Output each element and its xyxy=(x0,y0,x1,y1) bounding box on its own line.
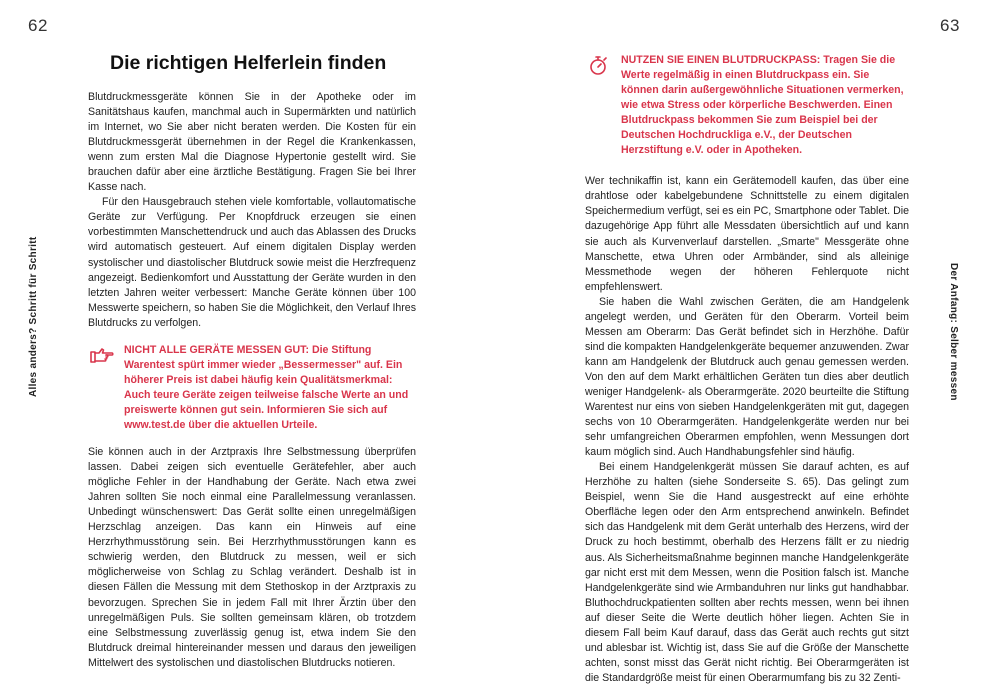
tip-callout xyxy=(88,343,416,433)
body-paragraph: Wer technikaffin ist, kann ein Gerätemodell kaufen, das über eine drahtlose oder kabelgebundene Schnittstelle zu einem digitalen Speichermedium verfügt, sei es ein PC, Smartphone oder Tablet. Die dazugehörige App führt alle Messdaten übersichtlich auf und kann sie auch als Kurvenverlauf darstellen. „Smarte" Messgeräte ohne Manschette, etwa Uhren oder Armbänder, sind als alleinige Messmethode wegen der höheren Fehlerquote nicht empfehlenswert. xyxy=(585,175,909,293)
body-paragraph: Für den Hausgebrauch stehen viele komfortable, vollautomatische Geräte zur Verfügung. Per Knopfdruck erzeugen sie einen vorbestimmten Manschettendruck und auch das Ablassen des Drucks wird automatisch gesteuert. Auf einem digitalen Display werden systolischer und diastolischer Blutdruck sowie meist die Herzfrequenz angezeigt. Bedienkomfort und Ausstattung der Geräte wurden in den letzten Jahren weiter verbessert: Manche Geräte können über 100 Messwerte speichern, so haben Sie die Möglichkeit, den Verlauf Ihres Blutdrucks zu verfolgen. xyxy=(88,196,416,329)
right-page-column xyxy=(585,53,909,686)
running-head-left: Alles anders? Schritt für Schritt xyxy=(28,236,39,397)
running-head-right: Der Anfang: Selber messen xyxy=(948,263,959,401)
body-paragraph: Bei einem Handgelenkgerät müssen Sie darauf achten, es auf Herzhöhe zu halten (siehe Sonderseite S. 65). Das gelingt zum Beispiel, wenn Sie die Hand ausgestreckt auf eine erhöhte Oberfläche legen oder den Arm entsprechend anwinkeln. Befindet sich das Handgelenk mit dem Gerät unterhalb des Herzens, wird der Druck zu hoch bestimmt, oberhalb des Herzens fällt er zu niedrig aus. Als Sicherheitsmaßnahme beginnen manche Handgelenkgeräte gar nicht erst mit dem Messen, wenn die Position falsch ist. Manche Handgelenkgeräte sind wie Armbanduhren nur links gut handhabbar. Bluthochdruckpatienten sollten aber rechts messen, wenn bei ihnen auf dieser Seite die Werte deutlich höher liegen. Achten Sie in diesem Fall beim Kauf darauf, dass das Gerät auch rechts gut sitzt und ablesbar ist. Wichtig ist, dass Sie auf die Größe der Manschette achten, sonst misst das Gerät nicht richtig. Bei Oberarmgeräten ist die Standardgröße meist für einen Oberarmumfang bis zu 32 Zenti- xyxy=(585,461,909,684)
tip-callout xyxy=(585,53,909,158)
tip-callout-text: NUTZEN SIE EINEN BLUTDRUCKPASS: Tragen Sie die Werte regelmäßig in einen Blutdruckpass ein. Sie können darin außergewöhnliche Situationen vermerken, wie etwa Stress oder körperliche Beschwerden. Einen Blutdruckpass bekommen Sie zum Beispiel bei der Deutschen Hochdruckliga e.V., der Deutschen Herzstiftung e.V. oder in Apotheken. xyxy=(621,54,904,157)
body-paragraph: Sie haben die Wahl zwischen Geräten, die am Handgelenk angelegt werden, und Geräten für den Oberarm. Vorteil beim Messen am Oberarm: Das Gerät befindet sich in Herzhöhe. Dafür sind die kompakten Handgelenkgeräte bequemer anzuwenden. Zwar kann am Handgelenk der Blutdruck auch genau gemessen werden. Von den auf dem Markt erhältlichen Geräten tun dies aber deutlich weniger Handgelenk- als Oberarmgeräte. 2020 beurteilte die Stiftung Warentest nur eins von sieben Handgelenkgeräten mit gut, dagegen sechs von 10 Oberarmgeräten. Handgelenkgeräte werden nur bei sehr umfangreichen Oberarmen empfohlen, wenn Messungen dort kaum möglich sind. Auch Handhabungsfehler sind häufig. xyxy=(585,295,909,459)
stopwatch-icon xyxy=(586,54,612,76)
body-paragraph: Blutdruckmessgeräte können Sie in der Apotheke oder im Sanitätshaus kaufen, manchmal auch in Supermärkten und natürlich im Internet, wo Sie aber nicht beraten werden. Die Kosten für ein Blutdruckmessgerät übernehmen in der Regel die Krankenkassen, wenn zum ersten Mal die Diagnose Hypertonie gestellt wird. Sie brauchen dafür aber eine ärztliche Bestätigung. Fragen Sie bei Ihrer Kasse nach. xyxy=(88,91,416,194)
page-number-right: 63 xyxy=(940,16,960,35)
body-paragraph: Sie können auch in der Arztpraxis Ihre Selbstmessung überprüfen lassen. Dabei zeigen sich eventuelle Gerätefehler, aber auch mögliche Fehler in der Handhabung der Geräte. Nach etwa zwei Jahren sollten Sie noch einmal eine Parallelmessung veranlassen. Unbedingt wünschenswert: Das Gerät sollte einen unregelmäßigen Herzschlag anzeigen. Das kann ein Hinweis auf eine Herzrhythmusstörung sein. Bei Herzrhythmusstörungen kann es schwierig werden, den Blutdruck zu messen, weil er sich möglicherweise von Schlag zu Schlag verändert. Deshalb ist in diesen Fällen die Messung mit dem Stethoskop in der Arztpraxis zu bevorzugen. Sprechen Sie in jedem Fall mit Ihrer Ärztin über den unregelmäßigen Puls. Sie sollten gemeinsam klären, ob trotzdem eine Selbstmessung zuverlässig genug ist, etwa indem Sie den Blutdruck dreimal hintereinander messen und daraus den jeweiligen Mittelwert des systolischen und diastolischen Blutdrucks notieren. xyxy=(88,446,416,669)
tip-callout-text: NICHT ALLE GERÄTE MESSEN GUT: Die Stiftung Warentest spürt immer wieder „Bessermesser" auf. Ein höherer Preis ist dabei häufig kein Qualitätsmerkmal: Auch teure Geräte zeigen teilweise falsche Werte an und preiswerte können gut sein. Informieren Sie sich auf www.test.de über die aktuellen Urteile. xyxy=(124,343,409,431)
section-title: Die richtigen Helferlein finden xyxy=(110,52,387,74)
left-page-column xyxy=(88,50,416,671)
page-number-left: 62 xyxy=(28,16,48,35)
pointing-hand-icon xyxy=(89,344,115,366)
